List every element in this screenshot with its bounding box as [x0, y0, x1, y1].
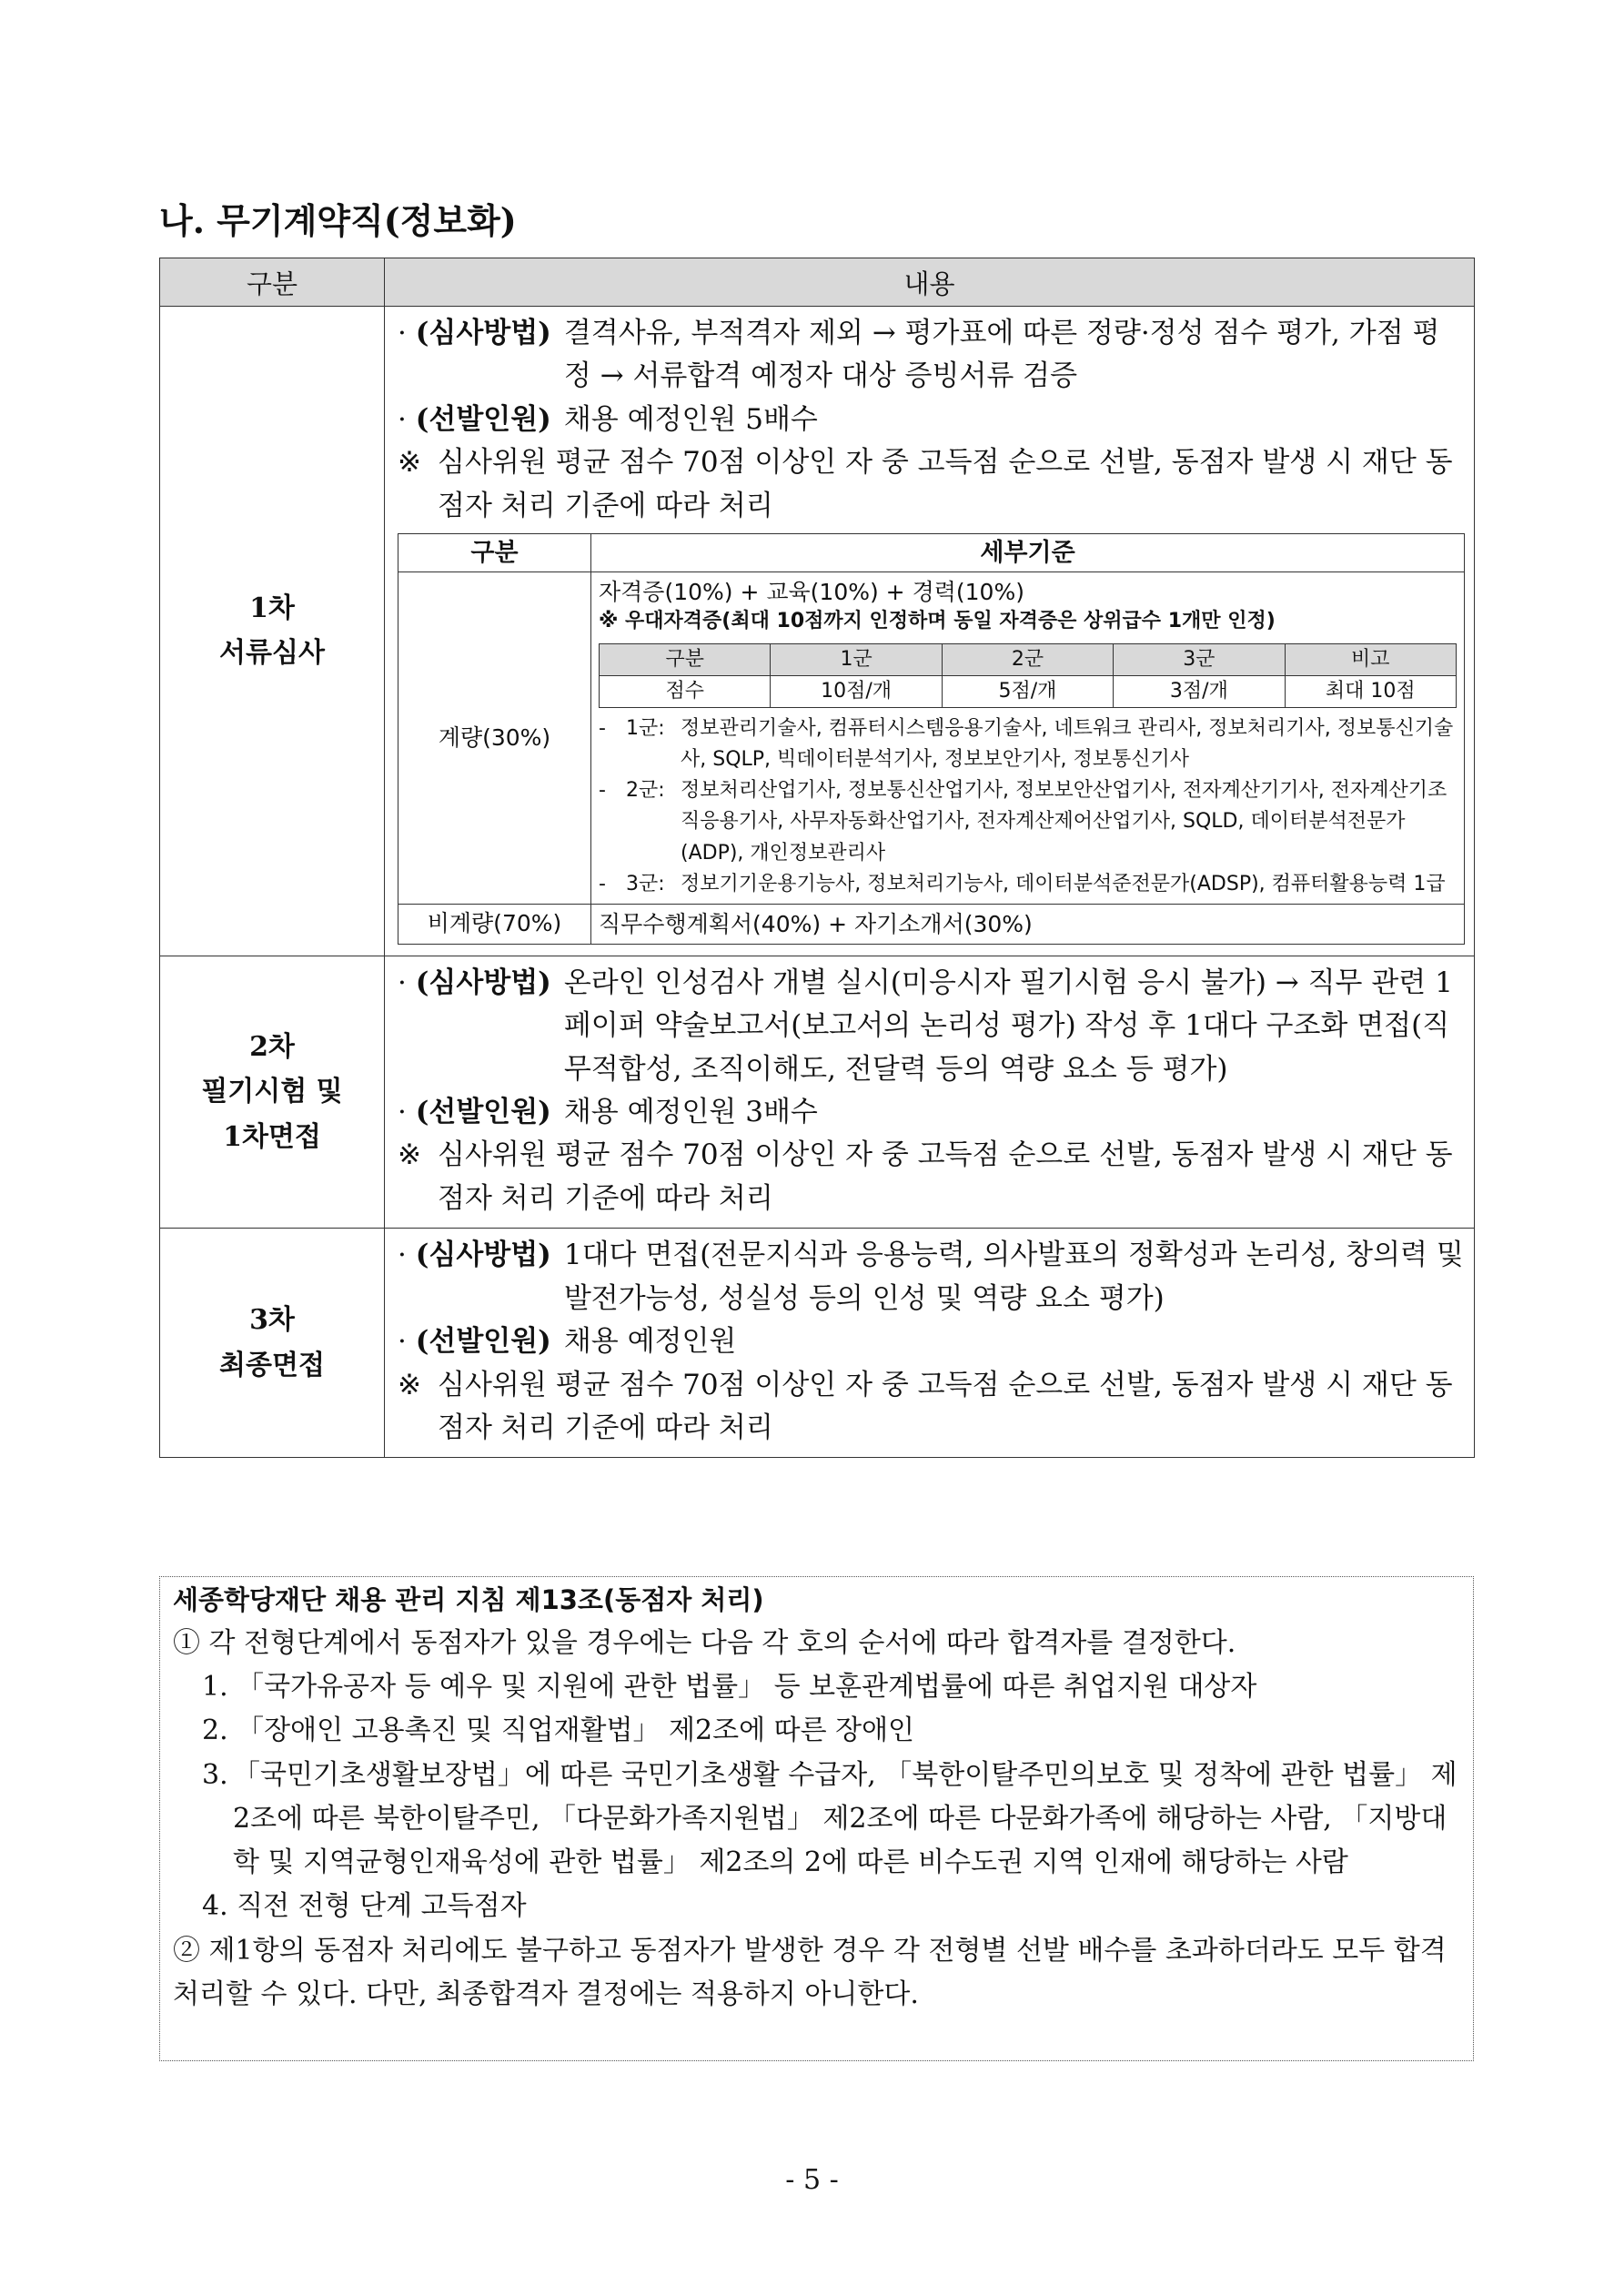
grade-header-row: 구분 1군 2군 3군 비고: [600, 644, 1457, 676]
stage1-content: [385, 307, 1475, 956]
stage3-name: 3차 최종면접: [160, 1229, 385, 1458]
grade-list: [599, 713, 1457, 900]
section-title: 나. 무기계약직(정보화): [159, 200, 517, 241]
stage2-select: · (선발인원) 채용 예정인원 3배수: [398, 1096, 818, 1129]
stage3-row: [160, 1229, 1475, 1458]
stage3-select: · (선발인원) 채용 예정인원: [398, 1325, 737, 1359]
rule-item-2: 2. 「장애인 고용촉진 및 직업재활법」 제2조에 따른 장애인: [202, 1714, 915, 1747]
criteria-header-detail: 세부기준: [591, 534, 1465, 572]
quant-line2: ※ 우대자격증(최대 10점까지 인정하며 동일 자격증은 상위급수 1개만 인정): [599, 610, 1276, 633]
stage2-content: [385, 956, 1475, 1229]
stage1-method: · (심사방법) 결격사유, 부적격자 제외 → 평가표에 따른 정량·정성 점수 평가, 가점 평정 → 서류합격 예정자 대상 증빙서류 검증: [398, 317, 1440, 393]
criteria-header-category: 구분: [398, 534, 591, 572]
stage1-name: 1차 서류심사: [160, 307, 385, 956]
nonquant-label: 비계량(70%): [398, 904, 591, 944]
grade2-item: - 2군: 정보처리산업기사, 정보통신산업기사, 정보보안산업기사, 전자계산기기사, 전자계산기조직응용기사, 사무자동화산업기사, 전자계산제어산업기사, SQLD, 데이터분석전문가(ADP), 개인정보관리사: [599, 779, 1447, 865]
quant-line1: 자격증(10%) + 교육(10%) + 경력(10%): [599, 579, 1024, 606]
header-content: 내용: [385, 258, 1475, 307]
tie-rule-box: [159, 1576, 1474, 2061]
rule-item-3: 3. 「국민기초생활보장법」에 따른 국민기초생활 수급자, 「북한이탈주민의보호 및 정착에 관한 법률」 제2조에 따른 북한이탈주민, 「다문화가족지원법」 제2조에 따른 다문화가족에 해당하는 사람, 「지방대학 및 지역균형인재육성에 관한 법률」 제2조의 2에 따른 비수도권 지역 인재에 해당하는 사람: [202, 1758, 1458, 1879]
stage1-row: [160, 307, 1475, 956]
grade-table: [599, 643, 1457, 708]
rule-title: 세종학당재단 채용 관리 지침 제13조(동점자 처리): [173, 1584, 764, 1615]
stage3-method: · (심사방법) 1대다 면접(전문지식과 응용능력, 의사발표의 정확성과 논리성, 창의력 및 발전가능성, 성실성 등의 인성 및 역량 요소 평가): [398, 1239, 1464, 1315]
stage2-row: [160, 956, 1475, 1229]
grade3-item: - 3군: 정보기기운용기능사, 정보처리기능사, 데이터분석준전문가(ADSP), 컴퓨터활용능력 1급: [599, 872, 1446, 895]
rule-item-4: 4. 직전 전형 단계 고득점자: [202, 1890, 527, 1923]
page-number: - 5 -: [785, 2164, 839, 2196]
grade1-item: - 1군: 정보관리기술사, 컴퓨터시스템응용기술사, 네트워크 관리사, 정보처리기사, 정보통신기술사, SQLP, 빅데이터분석기사, 정보보안기사, 정보통신기사: [599, 717, 1454, 772]
stage2-name: 2차 필기시험 및 1차면접: [160, 956, 385, 1229]
rule-item-1: 1. 「국가유공자 등 예우 및 지원에 관한 법률」 등 보훈관계법률에 따른 취업지원 대상자: [202, 1670, 1257, 1703]
stage3-content: [385, 1229, 1475, 1458]
stage3-note: ※ 심사위원 평균 점수 70점 이상인 자 중 고득점 순으로 선발, 동점자 발생 시 재단 동점자 처리 기준에 따라 처리: [398, 1368, 1453, 1444]
selection-table: [159, 258, 1475, 1458]
header-category: 구분: [160, 258, 385, 307]
stage2-method: · (심사방법) 온라인 인성검사 개별 실시(미응시자 필기시험 응시 불가) → 직무 관련 1페이퍼 약술보고서(보고서의 논리성 평가) 작성 후 1대다 구조화 면접(직무적합성, 조직이해도, 전달력 등의 역량 요소 등 평가): [398, 966, 1453, 1086]
criteria-table: [398, 533, 1465, 945]
table-header-row: [160, 258, 1475, 307]
stage2-note: ※ 심사위원 평균 점수 70점 이상인 자 중 고득점 순으로 선발, 동점자 발생 시 재단 동점자 처리 기준에 따라 처리: [398, 1138, 1453, 1215]
grade-value-row: 점수 10점/개 5점/개 3점/개 최대 10점: [600, 676, 1457, 708]
quant-label: 계량(30%): [398, 572, 591, 904]
stage1-note: ※ 심사위원 평균 점수 70점 이상인 자 중 고득점 순으로 선발, 동점자 발생 시 재단 동점자 처리 기준에 따라 처리: [398, 446, 1453, 522]
stage1-select: · (선발인원) 채용 예정인원 5배수: [398, 402, 818, 436]
quant-detail: [591, 572, 1465, 904]
rule-paragraph-2: ② 제1항의 동점자 처리에도 불구하고 동점자가 발생한 경우 각 전형별 선발 배수를 초과하더라도 모두 합격 처리할 수 있다. 다만, 최종합격자 결정에는 적용하지 아니한다.: [173, 1934, 1447, 2011]
nonquant-detail: 직무수행계획서(40%) + 자기소개서(30%): [591, 904, 1465, 944]
rule-paragraph-1: ① 각 전형단계에서 동점자가 있을 경우에는 다음 각 호의 순서에 따라 합격자를 결정한다.: [173, 1626, 1236, 1659]
